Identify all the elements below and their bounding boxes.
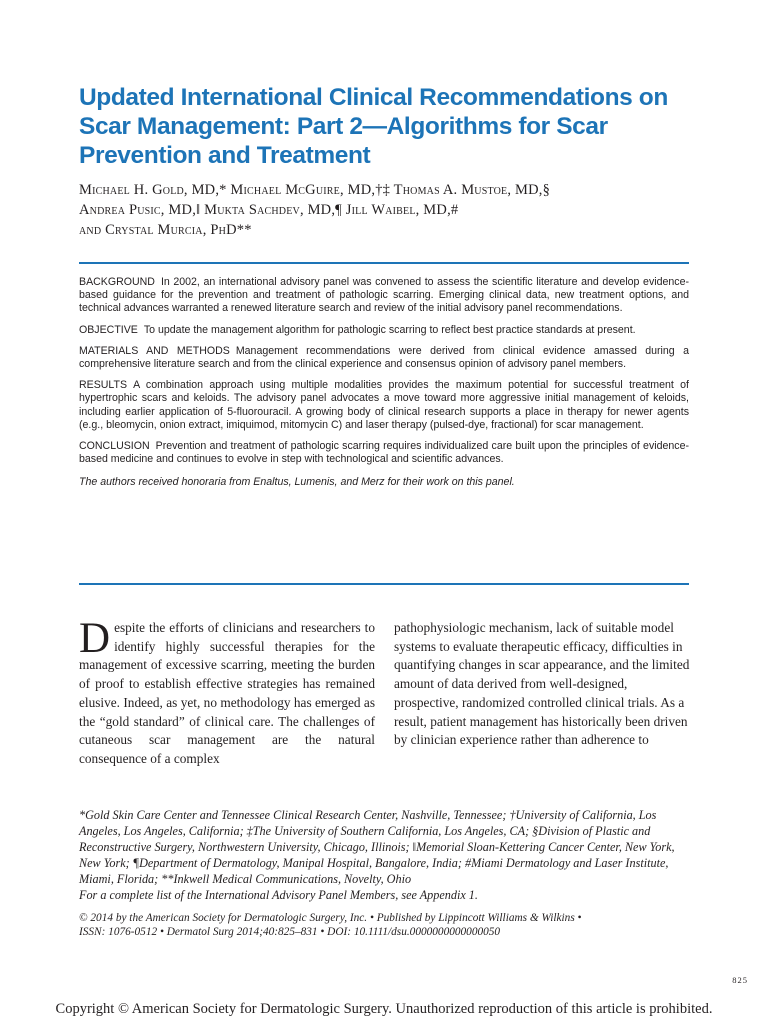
abstract-methods <box>79 345 689 371</box>
body-column-right: pathophysiologic mechanism, lack of suitable model systems to evaluate therapeutic efficacy, difficulties in quantifying changes in scar appearance, and the limited amount of data derived from well-designed, prospective, randomized controlled clinical trials. As a result, patient management has historically been driven by clinician experience rather than adherence to <box>394 620 690 748</box>
publication-line: ISSN: 1076-0512 • Dermatol Surg 2014;40:825–831 • DOI: 10.1111/dsu.0000000000000050 <box>79 926 501 938</box>
abstract-objective <box>79 324 689 337</box>
affiliations: *Gold Skin Care Center and Tennessee Clinical Research Center, Nashville, Tennessee; †University of California, Los Angeles, Los Angeles, California; ‡The University of Southern California, Los Angeles, CA; §Division of Plastic and Reconstructive Surgery, Northwestern University, Chicago, Illinois; ‖Memorial Sloan-Kettering Cancer Center, New York, New York; ¶Department of Dermatology, Manipal Hospital, Bangalore, India; #Miami Dermatology and Laser Institute, Miami, Florida; **Inkwell Medical Communications, Novelty, Ohio <box>79 808 675 886</box>
section-text: To update the management algorithm for pathologic scarring to reflect best practice standards at present. <box>143 323 636 336</box>
section-text: A combination approach using multiple modalities provides the maximum potential for successful treatment of hypertrophic scars and keloids. The advisory panel advocates a move toward more aggressive initial management of keloids, including earlier application of 5-fluorouracil. A growing body of clinical research supports a place in therapy for newer agents (e.g., bleomycin, onion extract, imiquimod, mitomycin C) and laser therapy (pulsed-dye, fractional) for scar management. <box>79 379 689 431</box>
section-heading: RESULTS <box>79 379 128 392</box>
author-line: and Crystal Murcia, PhD** <box>79 222 252 238</box>
section-heading: MATERIALS AND METHODS <box>79 344 230 357</box>
abstract-conclusion <box>79 440 689 466</box>
section-text: Prevention and treatment of pathologic scarring requires individualized care built upon the principles of evidence-based medicine and continues to evolve in step with technological and scientific advances. <box>79 440 689 466</box>
author-list <box>79 180 719 240</box>
section-text: Management recommendations were derived from clinical evidence amassed during a comprehensive literature search and from the clinical experience and consensus opinion of advisory panel members. <box>79 344 689 371</box>
publication-line: © 2014 by the American Society for Dermatologic Surgery, Inc. • Published by Lippincott Williams & Wilkins • <box>79 912 582 924</box>
appendix-note: For a complete list of the International Advisory Panel Members, see Appendix 1. <box>79 888 478 902</box>
author-line: Andrea Pusic, MD,‖ Mukta Sachdev, MD,¶ Jill Waibel, MD,# <box>79 202 459 218</box>
publication-info <box>79 911 719 939</box>
article-title: Updated International Clinical Recommendations on Scar Management: Part 2—Algorithms for Scar Prevention and Treatment <box>79 84 668 169</box>
page-number: 825 <box>732 975 748 985</box>
abstract <box>79 276 689 498</box>
drop-cap: D <box>79 615 111 662</box>
abstract-results <box>79 379 689 432</box>
abstract-top-rule <box>79 262 689 264</box>
disclosure-note: The authors received honoraria from Enaltus, Lumenis, and Merz for their work on this panel. <box>79 476 515 489</box>
body-column-left <box>79 615 375 769</box>
copyright-footer: Copyright © American Society for Dermatologic Surgery. Unauthorized reproduction of this article is prohibited. <box>55 1001 713 1017</box>
body-text: espite the efforts of clinicians and researchers to identify highly successful therapies for the management of excessive scarring, meeting the burden of proof to establish effective strategies has remained elusive. Indeed, as yet, no methodology has emerged as the “gold standard” of clinical care. The challenges of cutaneous scar management are the natural consequence of a complex <box>79 620 375 766</box>
abstract-background <box>79 276 689 316</box>
section-heading: OBJECTIVE <box>79 323 138 336</box>
abstract-bottom-rule <box>79 583 689 585</box>
section-heading: CONCLUSION <box>79 440 150 453</box>
section-text: In 2002, an international advisory panel was convened to assess the scientific literature and develop evidence-based guidance for the prevention and treatment of pathologic scarring. Emerging clinical data, new treatment options, and technical advances warranted a renewed literature search and review of the initial advisory panel recommendations. <box>79 276 689 315</box>
section-heading: BACKGROUND <box>79 276 155 288</box>
author-line: Michael H. Gold, MD,* Michael McGuire, MD,†‡ Thomas A. Mustoe, MD,§ <box>79 182 551 198</box>
